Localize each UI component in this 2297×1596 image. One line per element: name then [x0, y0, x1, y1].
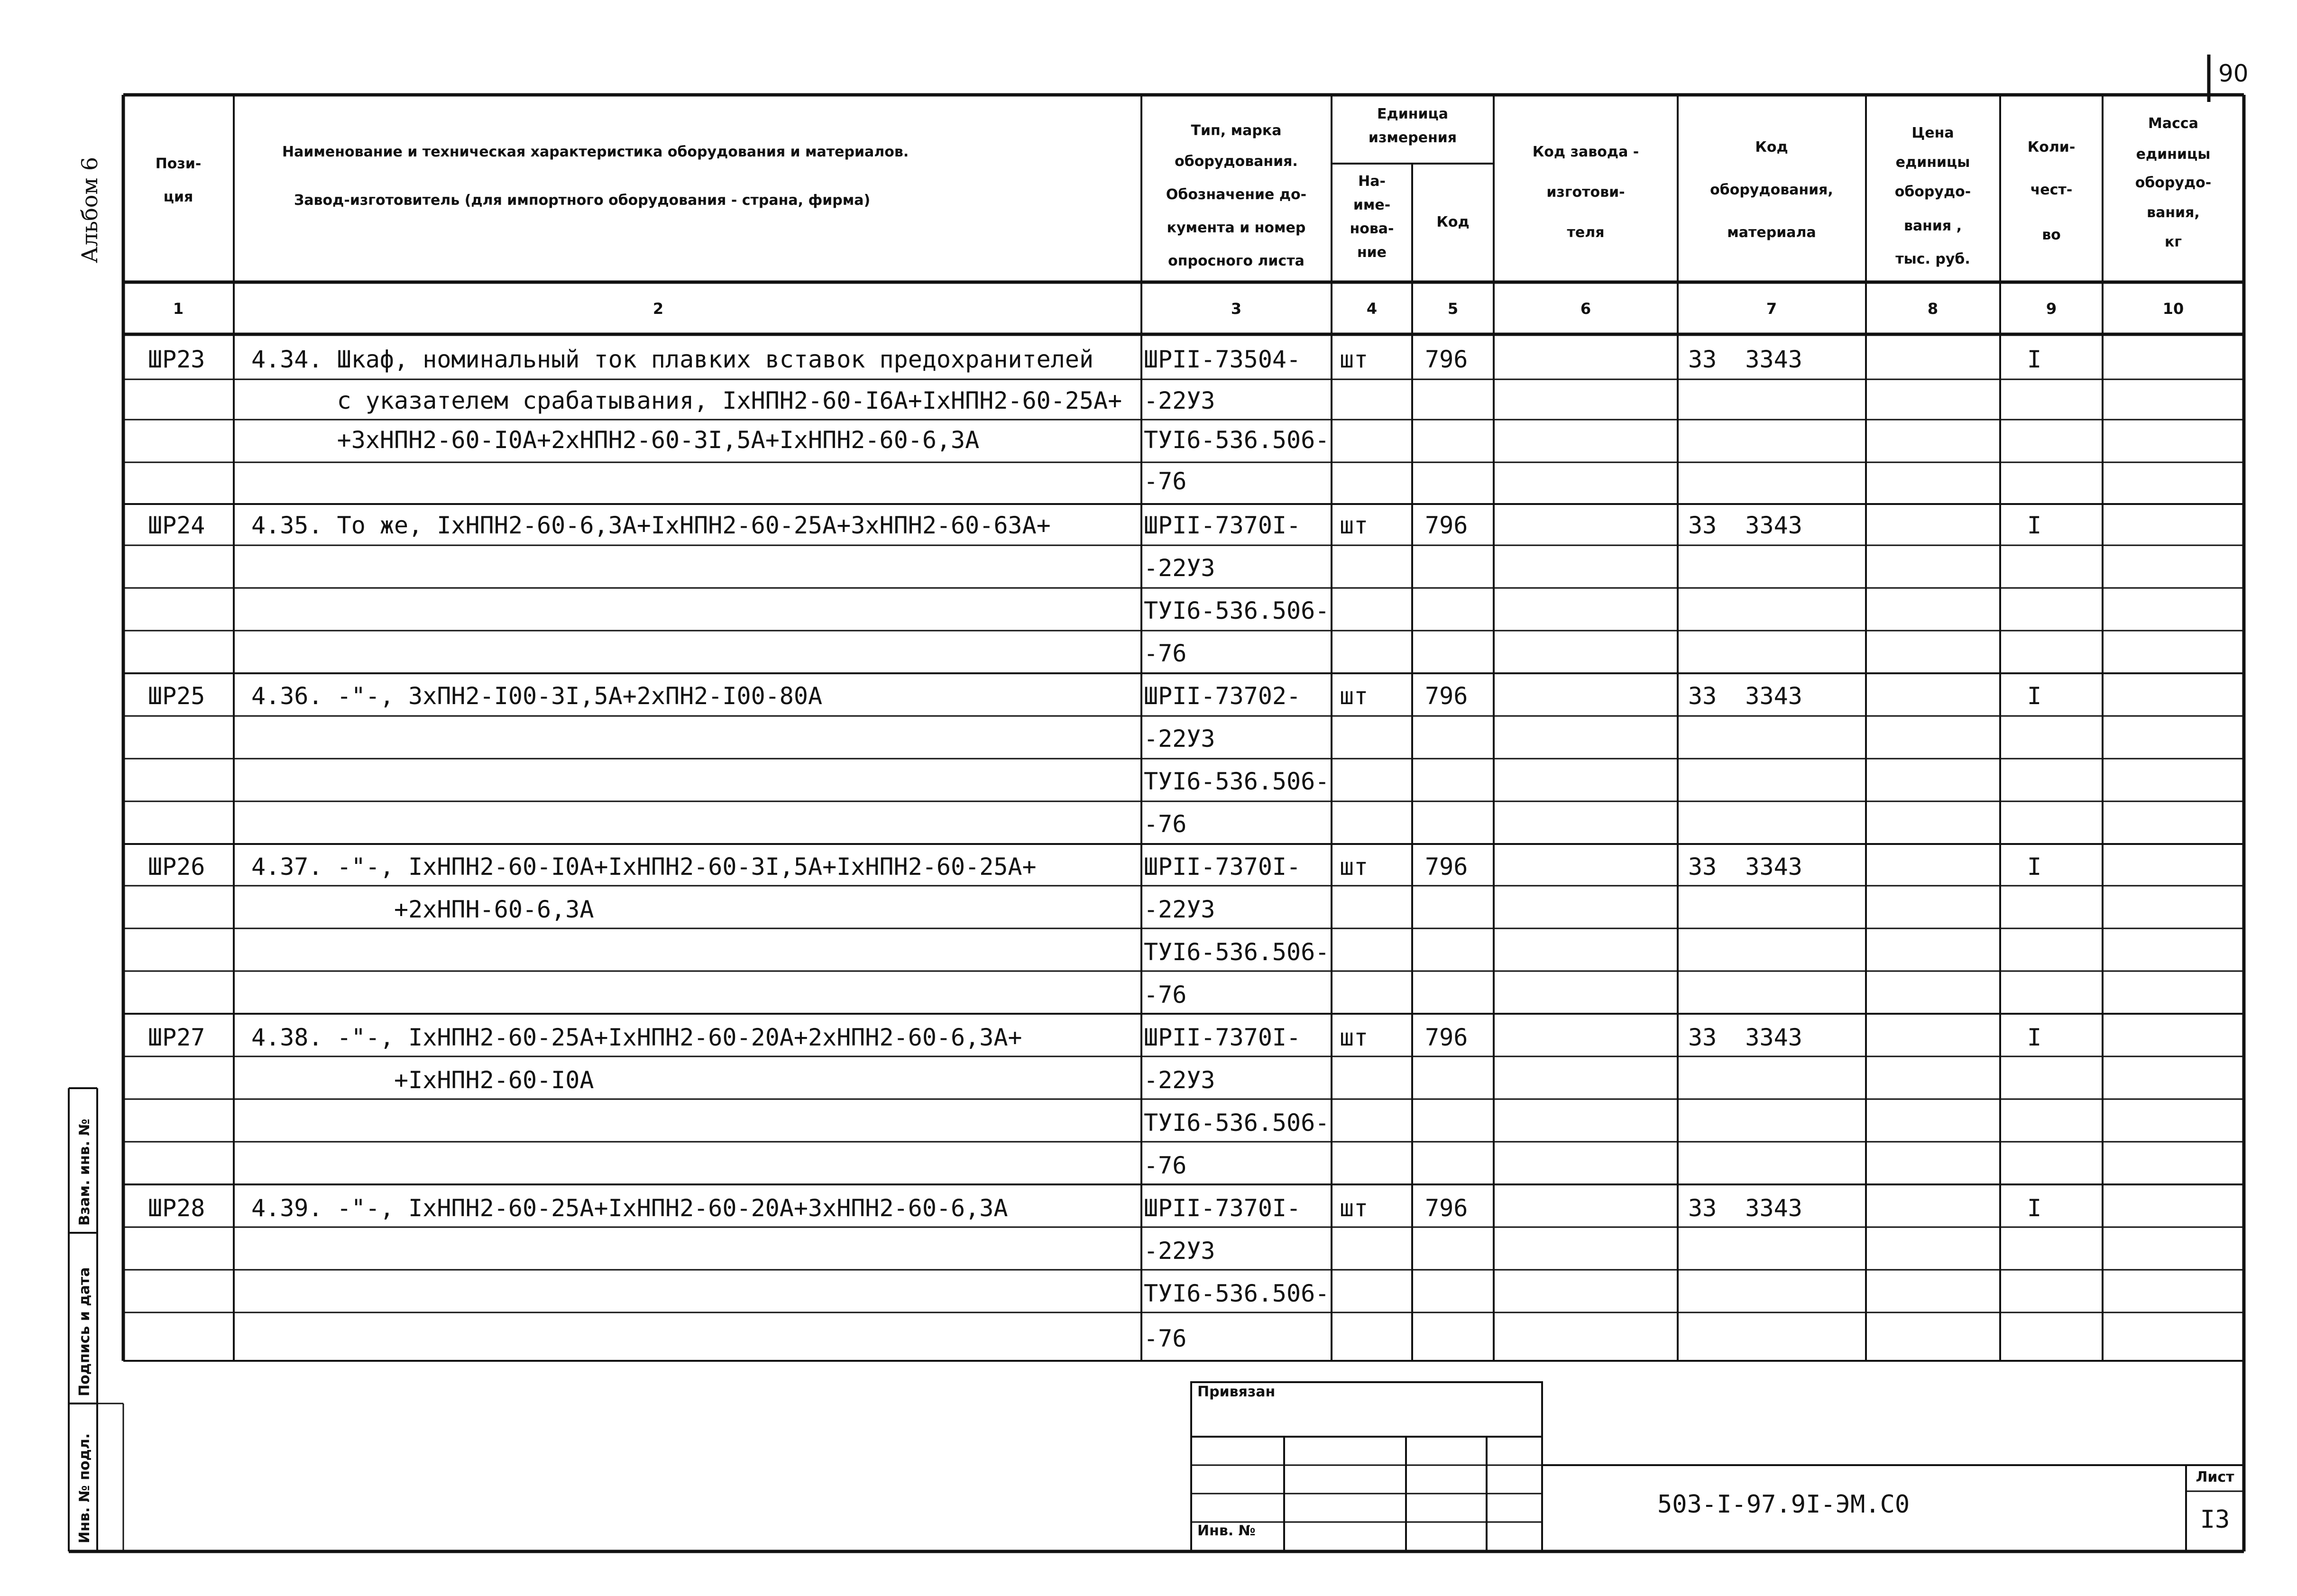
header-col10-line3: оборудо- — [2135, 174, 2212, 191]
column-number: 2 — [652, 300, 664, 318]
row-position: ШР27 — [148, 1024, 205, 1051]
row-type-line: ШРII-73504- — [1144, 346, 1301, 373]
row-quantity: I — [2027, 512, 2042, 539]
header-col3-line1: Тип, марка — [1191, 122, 1282, 139]
header-col9-line1: Коли- — [2027, 139, 2076, 156]
header-col4-line3: нова- — [1350, 220, 1394, 237]
table-row — [148, 512, 2041, 667]
header-col5: Код — [1436, 214, 1470, 230]
row-type-line: ТУI6-536.506- — [1144, 1280, 1330, 1307]
row-type-line: -22У3 — [1144, 1237, 1215, 1265]
header-col6-line1: Код завода - — [1532, 144, 1639, 160]
row-description-line: с указателем срабатывания, IхНПН2-60-I6А+IхНПН2-60-25А+ — [251, 387, 1122, 414]
sheet-number: I3 — [2200, 1505, 2230, 1534]
row-description-line: 4.36. -"-, 3хПН2-I00-3I,5А+2хПН2-I00-80А — [251, 682, 823, 710]
side-label-signature-date: Подпись и дата — [76, 1267, 93, 1396]
row-description-line: 4.39. -"-, IхНПН2-60-25А+IхНПН2-60-20А+3хНПН2-60-6,3А — [251, 1194, 1008, 1222]
row-equipment-code: 33 3343 — [1688, 1024, 1802, 1051]
table-header — [156, 106, 2212, 269]
row-description-line: +IхНПН2-60-I0А — [251, 1066, 594, 1094]
row-type-line: -76 — [1144, 640, 1187, 667]
row-unit: шт — [1340, 1024, 1369, 1051]
row-unit-code: 796 — [1425, 1194, 1468, 1222]
title-block — [1191, 1382, 2244, 1551]
row-type-line: ТУI6-536.506- — [1144, 426, 1330, 454]
row-type-line: -76 — [1144, 1152, 1187, 1179]
page-number: 90 — [2218, 60, 2249, 87]
row-quantity: I — [2027, 346, 2042, 373]
row-type-line: ТУI6-536.506- — [1144, 938, 1330, 966]
column-number: 3 — [1231, 300, 1242, 318]
row-equipment-code: 33 3343 — [1688, 512, 1802, 539]
column-number: 8 — [1927, 300, 1939, 318]
row-type-line: ШРII-7370I- — [1144, 512, 1301, 539]
column-number: 9 — [2046, 300, 2057, 318]
stamp-linked-label: Привязан — [1197, 1384, 1276, 1400]
row-type-line: ШРII-7370I- — [1144, 853, 1301, 881]
row-unit: шт — [1340, 1194, 1369, 1222]
row-position: ШР25 — [148, 682, 205, 710]
row-unit-code: 796 — [1425, 512, 1468, 539]
row-position: ШР24 — [148, 512, 205, 539]
row-description-line: 4.35. То же, IхНПН2-60-6,3А+IхНПН2-60-25А+3хНПН2-60-63А+ — [251, 512, 1051, 539]
header-col3-line3: Обозначение до- — [1166, 186, 1307, 203]
header-col6-line2: изготови- — [1546, 184, 1625, 201]
row-quantity: I — [2027, 1024, 2042, 1051]
header-col10-line5: кг — [2164, 234, 2182, 250]
header-col2-line2: Завод-изготовитель (для импортного оборудования - страна, фирма) — [294, 192, 871, 209]
header-col7-line3: материала — [1727, 224, 1816, 241]
row-type-line: -22У3 — [1144, 896, 1215, 923]
row-type-line: ШРII-73702- — [1144, 682, 1301, 710]
column-number: 5 — [1447, 300, 1459, 318]
row-unit-code: 796 — [1425, 853, 1468, 881]
column-number: 4 — [1366, 300, 1378, 318]
row-type-line: ШРII-7370I- — [1144, 1194, 1301, 1222]
row-type-line: -76 — [1144, 981, 1187, 1009]
row-description-line: +3хНПН2-60-I0А+2хНПН2-60-3I,5А+IхНПН2-60-6,3А — [251, 426, 980, 454]
row-position: ШР23 — [148, 346, 205, 373]
row-type-line: -76 — [1144, 810, 1187, 838]
row-description-line: +2хНПН-60-6,3А — [251, 896, 594, 923]
row-type-line: ТУI6-536.506- — [1144, 1109, 1330, 1137]
header-col8-line1: Цена — [1911, 125, 1954, 141]
header-col8-line5: тыс. руб. — [1895, 251, 1970, 267]
row-quantity: I — [2027, 682, 2042, 710]
document-code: 503-I-97.9I-ЭМ.С0 — [1657, 1490, 1910, 1519]
header-col1-line1: Пози- — [155, 156, 202, 172]
row-equipment-code: 33 3343 — [1688, 682, 1802, 710]
header-col3-line5: опросного листа — [1168, 253, 1305, 269]
row-description-line: 4.37. -"-, IхНПН2-60-I0А+IхНПН2-60-3I,5А+IхНПН2-60-25А+ — [251, 853, 1037, 881]
row-type-line: -22У3 — [1144, 387, 1215, 414]
row-unit-code: 796 — [1425, 1024, 1468, 1051]
header-col8-line2: единицы — [1895, 154, 1970, 171]
row-type-line: ТУI6-536.506- — [1144, 768, 1330, 795]
header-col7-line2: оборудования, — [1710, 182, 1833, 198]
row-unit-code: 796 — [1425, 346, 1468, 373]
header-col9-line3: во — [2042, 227, 2061, 243]
row-type-line: ШРII-7370I- — [1144, 1024, 1301, 1051]
row-unit: шт — [1340, 512, 1369, 539]
row-position: ШР28 — [148, 1194, 205, 1222]
table-row — [148, 853, 2041, 1009]
row-description-line: 4.38. -"-, IхНПН2-60-25А+IхНПН2-60-20А+2хНПН2-60-6,3А+ — [251, 1024, 1022, 1051]
row-quantity: I — [2027, 853, 2042, 881]
column-number: 1 — [173, 300, 184, 318]
row-unit: шт — [1340, 346, 1369, 373]
header-unit-group-line1: Единица — [1377, 106, 1448, 122]
row-position: ШР26 — [148, 853, 205, 881]
row-type-line: -22У3 — [1144, 725, 1215, 752]
column-numbers — [173, 300, 2184, 318]
stamp-inv-label: Инв. № — [1197, 1523, 1256, 1539]
table-row — [148, 1194, 2041, 1352]
header-col8-line3: оборудо- — [1894, 183, 1971, 200]
header-unit-group-line2: измерения — [1368, 129, 1457, 146]
header-col4-line4: ние — [1357, 244, 1387, 261]
header-col7-line1: Код — [1755, 139, 1788, 156]
table-row — [148, 1024, 2041, 1179]
row-type-line: -22У3 — [1144, 1066, 1215, 1094]
header-col8-line4: вания , — [1903, 218, 1962, 234]
row-equipment-code: 33 3343 — [1688, 853, 1802, 881]
header-col3-line4: кумента и номер — [1167, 220, 1306, 236]
row-type-line: -76 — [1144, 468, 1187, 495]
header-col10-line1: Масса — [2148, 115, 2198, 132]
column-number: 7 — [1766, 300, 1777, 318]
row-quantity: I — [2027, 1194, 2042, 1222]
header-col2-line1: Наименование и техническая характеристика оборудования и материалов. — [282, 144, 909, 160]
header-col4-line1: На- — [1358, 173, 1386, 190]
header-col10-line2: единицы — [2136, 146, 2211, 163]
row-unit: шт — [1340, 853, 1369, 881]
header-col1-line2: ция — [163, 189, 193, 205]
table-row — [148, 682, 2041, 838]
header-col6-line3: теля — [1567, 224, 1605, 241]
row-type-line: -76 — [1144, 1325, 1187, 1352]
side-label-replacement-inv: Взам. инв. № — [76, 1119, 93, 1226]
header-col4-line2: име- — [1353, 197, 1391, 213]
row-type-line: ТУI6-536.506- — [1144, 597, 1330, 624]
column-number: 6 — [1580, 300, 1591, 318]
row-unit: шт — [1340, 682, 1369, 710]
side-label-original-inv: Инв. № подл. — [76, 1433, 93, 1543]
sheet-label: Лист — [2196, 1469, 2234, 1486]
header-col3-line2: оборудования. — [1175, 153, 1298, 170]
row-equipment-code: 33 3343 — [1688, 1194, 1802, 1222]
row-type-line: -22У3 — [1144, 554, 1215, 582]
header-col10-line4: вания, — [2147, 204, 2200, 221]
row-description-line: 4.34. Шкаф, номинальный ток плавких вставок предохранителей — [251, 346, 1094, 373]
album-label: Альбом 6 — [77, 156, 102, 263]
header-col9-line2: чест- — [2030, 182, 2073, 198]
row-equipment-code: 33 3343 — [1688, 346, 1802, 373]
side-strip — [69, 1088, 123, 1551]
row-unit-code: 796 — [1425, 682, 1468, 710]
column-number: 10 — [2162, 300, 2184, 318]
